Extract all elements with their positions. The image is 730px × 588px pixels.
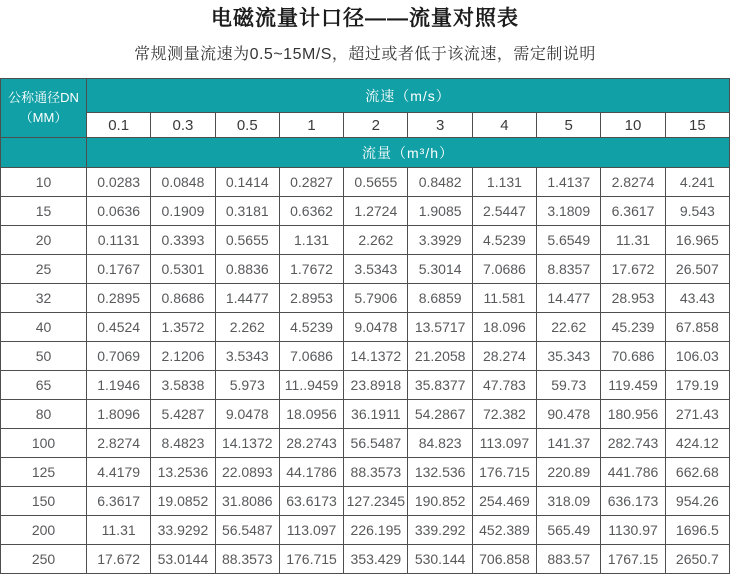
- flow-value-cell: 11.581: [472, 284, 536, 313]
- flow-value-cell: 220.89: [537, 458, 601, 487]
- flow-value-cell: 3.5838: [151, 371, 215, 400]
- flow-value-cell: 339.292: [408, 516, 472, 545]
- flow-value-cell: 44.1786: [279, 458, 343, 487]
- flow-value-cell: 106.03: [665, 342, 729, 371]
- flow-value-cell: 127.2345: [344, 487, 408, 516]
- flow-value-cell: 4.4179: [87, 458, 151, 487]
- flow-value-cell: 0.2895: [87, 284, 151, 313]
- velocity-value-cell: 0.5: [215, 113, 279, 138]
- flow-value-cell: 353.429: [344, 545, 408, 574]
- flow-value-cell: 0.2827: [279, 168, 343, 197]
- flow-comparison-table: [0, 78, 730, 574]
- flow-value-cell: 2.8953: [279, 284, 343, 313]
- flow-value-cell: 88.3573: [215, 545, 279, 574]
- flow-value-cell: 72.382: [472, 400, 536, 429]
- dn-cell: 80: [1, 400, 87, 429]
- flow-value-cell: 282.743: [601, 429, 665, 458]
- flow-value-cell: 17.672: [601, 255, 665, 284]
- flow-value-cell: 31.8086: [215, 487, 279, 516]
- flow-value-cell: 180.956: [601, 400, 665, 429]
- flow-value-cell: 0.1131: [87, 226, 151, 255]
- flow-value-cell: 0.8686: [151, 284, 215, 313]
- table-row: [1, 284, 730, 313]
- flow-value-cell: 0.5655: [215, 226, 279, 255]
- flow-value-cell: 8.8357: [537, 255, 601, 284]
- corner-header-cell: [1, 79, 87, 138]
- flow-value-cell: 36.1911: [344, 400, 408, 429]
- flow-value-cell: 17.672: [87, 545, 151, 574]
- flow-value-cell: 14.477: [537, 284, 601, 313]
- flow-value-cell: 7.0686: [279, 342, 343, 371]
- velocity-value-cell: 10: [601, 113, 665, 138]
- velocity-header-row: [1, 79, 730, 113]
- page-subtitle: 常规测量流速为0.5~15M/S，超过或者低于该流速，需定制说明: [134, 46, 596, 64]
- flow-value-cell: 9.0478: [215, 400, 279, 429]
- velocity-value-cell: 0.3: [151, 113, 215, 138]
- flow-value-cell: 22.62: [537, 313, 601, 342]
- flow-value-cell: 441.786: [601, 458, 665, 487]
- flow-value-cell: 0.6362: [279, 197, 343, 226]
- flow-value-cell: 3.5343: [215, 342, 279, 371]
- flow-value-cell: 88.3573: [344, 458, 408, 487]
- flow-value-cell: 18.096: [472, 313, 536, 342]
- flow-value-cell: 176.715: [472, 458, 536, 487]
- flow-value-cell: 1767.15: [601, 545, 665, 574]
- flow-value-cell: 0.1414: [215, 168, 279, 197]
- flow-value-cell: 1.3572: [151, 313, 215, 342]
- dn-cell: 32: [1, 284, 87, 313]
- flow-value-cell: 3.1809: [537, 197, 601, 226]
- flow-value-cell: 59.73: [537, 371, 601, 400]
- flow-value-cell: 14.1372: [215, 429, 279, 458]
- flow-value-cell: 132.536: [408, 458, 472, 487]
- table-row: [1, 516, 730, 545]
- flow-value-cell: 7.0686: [472, 255, 536, 284]
- corner-header-line2: （MM）: [19, 110, 68, 126]
- flow-value-cell: 11..9459: [279, 371, 343, 400]
- flow-value-cell: 28.953: [601, 284, 665, 313]
- flow-value-cell: 530.144: [408, 545, 472, 574]
- velocity-value-cell: 0.1: [87, 113, 151, 138]
- flow-value-cell: 1.131: [279, 226, 343, 255]
- dn-cell: 20: [1, 226, 87, 255]
- flow-value-cell: 662.68: [665, 458, 729, 487]
- flow-value-cell: 9.543: [665, 197, 729, 226]
- flow-value-cell: 18.0956: [279, 400, 343, 429]
- flow-value-cell: 452.389: [472, 516, 536, 545]
- flow-value-cell: 26.507: [665, 255, 729, 284]
- flow-value-cell: 2.262: [215, 313, 279, 342]
- velocity-values-row: [1, 113, 730, 138]
- flow-value-cell: 0.8836: [215, 255, 279, 284]
- table-row: [1, 313, 730, 342]
- flow-value-cell: 13.5717: [408, 313, 472, 342]
- table-row: [1, 342, 730, 371]
- flow-value-cell: 2650.7: [665, 545, 729, 574]
- flow-value-cell: 1696.5: [665, 516, 729, 545]
- flow-value-cell: 56.5487: [215, 516, 279, 545]
- flow-value-cell: 4.5239: [472, 226, 536, 255]
- flow-value-cell: 0.8482: [408, 168, 472, 197]
- flow-value-cell: 22.0893: [215, 458, 279, 487]
- flow-value-cell: 141.37: [537, 429, 601, 458]
- flow-value-cell: 0.0848: [151, 168, 215, 197]
- flow-value-cell: 0.0283: [87, 168, 151, 197]
- flow-value-cell: 28.274: [472, 342, 536, 371]
- flow-value-cell: 5.973: [215, 371, 279, 400]
- table-row: [1, 255, 730, 284]
- flow-value-cell: 179.19: [665, 371, 729, 400]
- flow-value-cell: 1.9085: [408, 197, 472, 226]
- flow-value-cell: 2.8274: [601, 168, 665, 197]
- velocity-value-cell: 3: [408, 113, 472, 138]
- dn-cell: 25: [1, 255, 87, 284]
- flow-value-cell: 706.858: [472, 545, 536, 574]
- flow-value-cell: 5.7906: [344, 284, 408, 313]
- dn-cell: 200: [1, 516, 87, 545]
- table-row: [1, 429, 730, 458]
- flow-value-cell: 1.4137: [537, 168, 601, 197]
- flow-value-cell: 0.1767: [87, 255, 151, 284]
- flow-value-cell: 2.1206: [151, 342, 215, 371]
- flow-value-cell: 53.0144: [151, 545, 215, 574]
- flow-value-cell: 176.715: [279, 545, 343, 574]
- flow-value-cell: 13.2536: [151, 458, 215, 487]
- flow-value-cell: 0.1909: [151, 197, 215, 226]
- flow-value-cell: 318.09: [537, 487, 601, 516]
- flow-value-cell: 90.478: [537, 400, 601, 429]
- flow-value-cell: 54.2867: [408, 400, 472, 429]
- flow-value-cell: 2.8274: [87, 429, 151, 458]
- velocity-value-cell: 1: [279, 113, 343, 138]
- flow-value-cell: 0.5301: [151, 255, 215, 284]
- flow-value-cell: 11.31: [87, 516, 151, 545]
- flow-value-cell: 1.4477: [215, 284, 279, 313]
- table-row: [1, 487, 730, 516]
- flow-value-cell: 14.1372: [344, 342, 408, 371]
- flow-value-cell: 1.1946: [87, 371, 151, 400]
- flow-value-cell: 56.5487: [344, 429, 408, 458]
- dn-cell: 40: [1, 313, 87, 342]
- flow-value-cell: 43.43: [665, 284, 729, 313]
- flow-value-cell: 3.3929: [408, 226, 472, 255]
- dn-cell: 65: [1, 371, 87, 400]
- table-row: [1, 458, 730, 487]
- flow-value-cell: 21.2058: [408, 342, 472, 371]
- flow-value-cell: 6.3617: [87, 487, 151, 516]
- velocity-value-cell: 5: [537, 113, 601, 138]
- flow-value-cell: 1.8096: [87, 400, 151, 429]
- flow-value-cell: 0.5655: [344, 168, 408, 197]
- velocity-value-cell: 4: [472, 113, 536, 138]
- flow-value-cell: 23.8918: [344, 371, 408, 400]
- flow-header-row: [1, 138, 730, 168]
- dn-cell: 15: [1, 197, 87, 226]
- dn-cell: 10: [1, 168, 87, 197]
- flow-value-cell: 63.6173: [279, 487, 343, 516]
- corner-header-line1: 公称通径DN: [8, 90, 79, 106]
- flow-value-cell: 45.239: [601, 313, 665, 342]
- flow-value-cell: 6.3617: [601, 197, 665, 226]
- flow-value-cell: 9.0478: [344, 313, 408, 342]
- table-row: [1, 545, 730, 574]
- flow-value-cell: 954.26: [665, 487, 729, 516]
- flow-header-cell: 流量（m³/h）: [87, 138, 730, 168]
- flow-value-cell: 3.5343: [344, 255, 408, 284]
- flow-value-cell: 5.3014: [408, 255, 472, 284]
- flow-value-cell: 11.31: [601, 226, 665, 255]
- flow-value-cell: 67.858: [665, 313, 729, 342]
- flow-value-cell: 84.823: [408, 429, 472, 458]
- flow-value-cell: 119.459: [601, 371, 665, 400]
- dn-cell: 250: [1, 545, 87, 574]
- flow-value-cell: 1.131: [472, 168, 536, 197]
- flow-value-cell: 4.5239: [279, 313, 343, 342]
- flow-value-cell: 565.49: [537, 516, 601, 545]
- dn-cell: 100: [1, 429, 87, 458]
- flow-value-cell: 113.097: [472, 429, 536, 458]
- flow-corner-spacer-cell: [1, 138, 87, 168]
- velocity-header-cell: 流速（m/s）: [87, 79, 730, 113]
- flow-value-cell: 0.3181: [215, 197, 279, 226]
- table-row: [1, 226, 730, 255]
- table-row: [1, 197, 730, 226]
- flow-value-cell: 28.2743: [279, 429, 343, 458]
- flow-value-cell: 16.965: [665, 226, 729, 255]
- table-row: [1, 371, 730, 400]
- flow-table-body: [1, 168, 730, 574]
- flow-value-cell: 0.7069: [87, 342, 151, 371]
- flow-value-cell: 70.686: [601, 342, 665, 371]
- flow-value-cell: 5.4287: [151, 400, 215, 429]
- flow-value-cell: 883.57: [537, 545, 601, 574]
- flow-value-cell: 1130.97: [601, 516, 665, 545]
- flow-value-cell: 226.195: [344, 516, 408, 545]
- flow-value-cell: 113.097: [279, 516, 343, 545]
- flow-value-cell: 1.2724: [344, 197, 408, 226]
- flow-value-cell: 35.343: [537, 342, 601, 371]
- flow-value-cell: 0.4524: [87, 313, 151, 342]
- flow-value-cell: 8.4823: [151, 429, 215, 458]
- flow-value-cell: 4.241: [665, 168, 729, 197]
- table-row: [1, 400, 730, 429]
- dn-cell: 50: [1, 342, 87, 371]
- flow-value-cell: 5.6549: [537, 226, 601, 255]
- flow-value-cell: 2.5447: [472, 197, 536, 226]
- flow-value-cell: 8.6859: [408, 284, 472, 313]
- flow-value-cell: 0.3393: [151, 226, 215, 255]
- dn-cell: 150: [1, 487, 87, 516]
- flow-value-cell: 424.12: [665, 429, 729, 458]
- page-title: 电磁流量计口径——流量对照表: [211, 7, 519, 30]
- flow-value-cell: 254.469: [472, 487, 536, 516]
- flow-value-cell: 19.0852: [151, 487, 215, 516]
- table-row: [1, 168, 730, 197]
- flow-value-cell: 190.852: [408, 487, 472, 516]
- velocity-value-cell: 15: [665, 113, 729, 138]
- flow-value-cell: 2.262: [344, 226, 408, 255]
- flow-value-cell: 33.9292: [151, 516, 215, 545]
- flow-value-cell: 35.8377: [408, 371, 472, 400]
- flow-value-cell: 0.0636: [87, 197, 151, 226]
- flow-value-cell: 271.43: [665, 400, 729, 429]
- velocity-value-cell: 2: [344, 113, 408, 138]
- flow-value-cell: 1.7672: [279, 255, 343, 284]
- flow-value-cell: 47.783: [472, 371, 536, 400]
- flow-value-cell: 636.173: [601, 487, 665, 516]
- dn-cell: 125: [1, 458, 87, 487]
